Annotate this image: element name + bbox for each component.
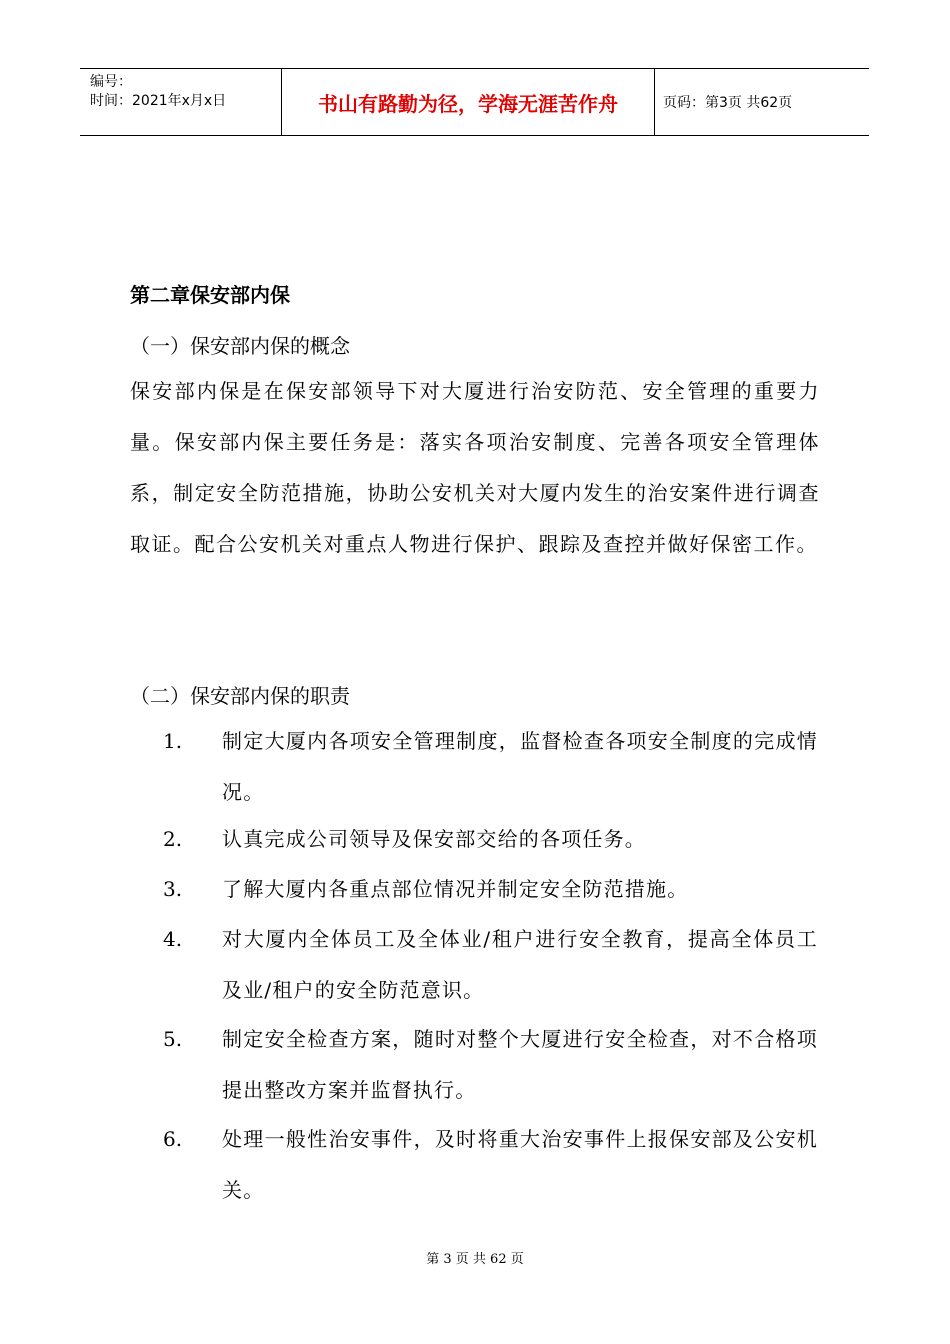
section-1-title: （一）保安部内保的概念 [130, 334, 350, 358]
section-2-title: （二）保安部内保的职责 [130, 684, 350, 708]
page-header [80, 68, 869, 136]
section-1-body: 保安部内保是在保安部领导下对大厦进行治安防范、安全管理的重要力量。保安部内保主要任务是：落实各项治安制度、完善各项安全管理体系，制定安全防范措施，协助公安机关对大厦内发生的治安案件进行调查取证。配合公安机关对重点人物进行保护、跟踪及查控并做好保密工作。 [130, 379, 820, 556]
header-meta [80, 69, 282, 135]
document-date: 时间：2021年x月x日 [90, 93, 227, 109]
list-item-number: 2. [163, 827, 183, 851]
list-item-number: 3. [163, 877, 183, 901]
chapter-title: 第二章保安部内保 [130, 283, 290, 307]
list-item-text: 认真完成公司领导及保安部交给的各项任务。 [222, 827, 646, 851]
list-item-number: 4. [163, 927, 183, 951]
list-item-text: 制定大厦内各项安全管理制度，监督检查各项安全制度的完成情况。 [222, 729, 818, 804]
list-item-number: 5. [163, 1027, 183, 1051]
list-item-text: 对大厦内全体员工及全体业/租户进行安全教育，提高全体员工及业/租户的安全防范意识。 [222, 927, 818, 1002]
list-item-text: 处理一般性治安事件，及时将重大治安事件上报保安部及公安机关。 [222, 1127, 818, 1202]
list-item-number: 1. [163, 729, 183, 753]
header-page-info: 页码：第3页 共62页 [663, 95, 793, 111]
list-item-number: 6. [163, 1127, 183, 1151]
header-motto: 书山有路勤为径，学海无涯苦作舟 [282, 69, 655, 135]
document-number-label: 编号： [90, 74, 132, 90]
page-footer: 第 3 页 共 62 页 [426, 1252, 524, 1267]
list-item-text: 了解大厦内各重点部位情况并制定安全防范措施。 [222, 877, 689, 901]
list-item-text: 制定安全检查方案，随时对整个大厦进行安全检查，对不合格项提出整改方案并监督执行。 [222, 1027, 818, 1102]
